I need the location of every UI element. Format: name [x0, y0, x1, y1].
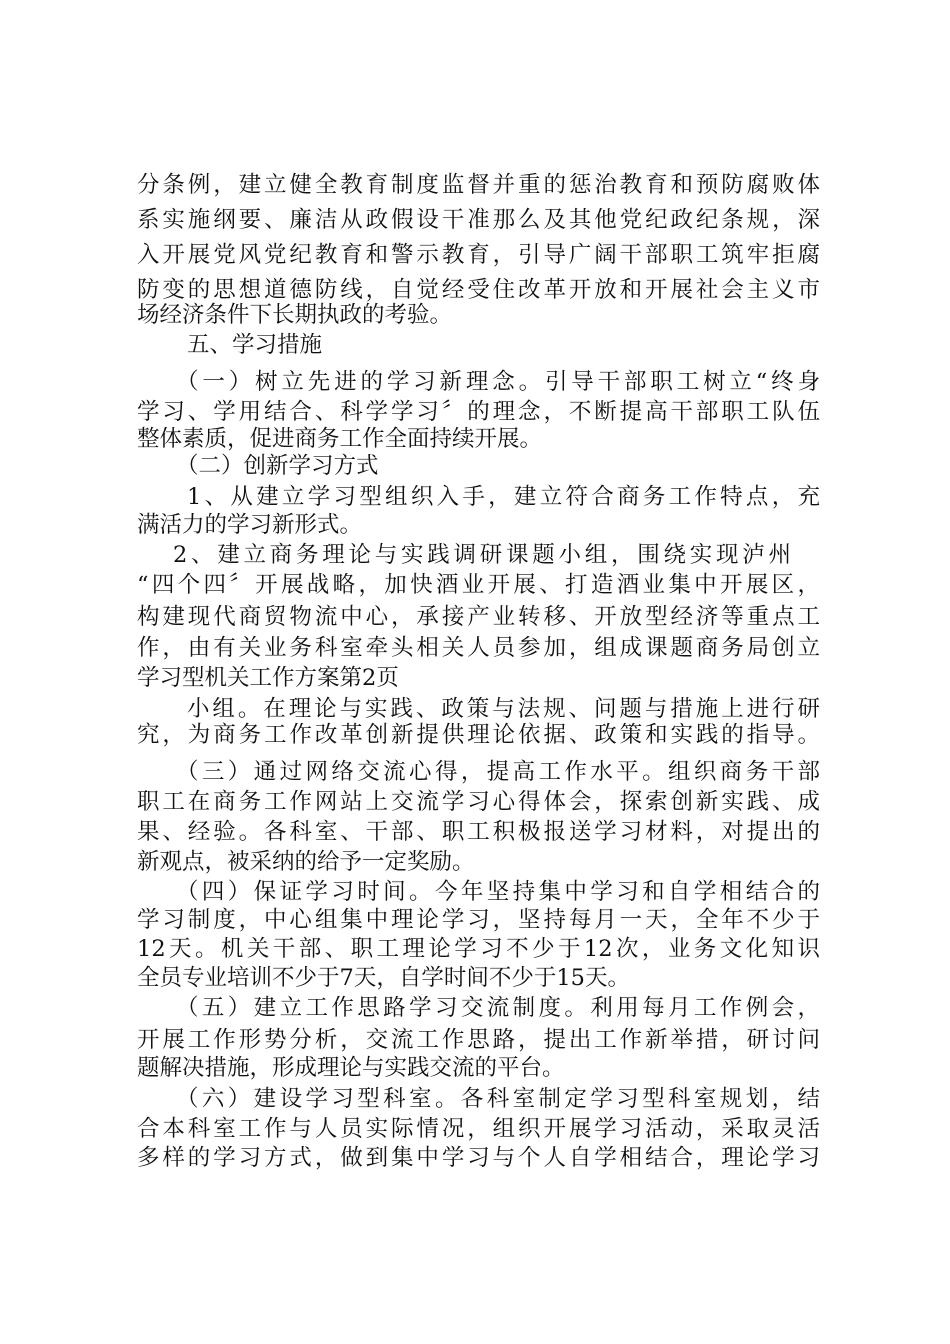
text-line: （三）通过网络交流心得，提高工作水平。组织商务干部: [176, 759, 820, 785]
text-line: 整体素质，促进商务工作全面持续开展。: [137, 426, 543, 452]
text-line: 入开展党风党纪教育和警示教育，引导广阔干部职工筑牢拒腐: [137, 242, 820, 268]
text-line: 合本科室工作与人员实际情况，组织开展学习活动，采取灵活: [137, 1116, 820, 1142]
text-line: 果、经验。各科室、干部、职工积极报送学习材料，对提出的: [137, 819, 820, 845]
text-line: 12天。机关干部、职工理论学习不少于12次，业务文化知识: [137, 936, 820, 962]
section-heading: 五、学习措施: [187, 332, 323, 358]
text-line: 多样的学习方式，做到集中学习与个人自学相结合，理论学习: [137, 1145, 820, 1171]
text-line: 新观点，被采纳的给予一定奖励。: [137, 849, 475, 875]
text-line: 满活力的学习新形式。: [137, 512, 363, 538]
text-line: 作，由有关业务科室牵头相关人员参加，组成课题商务局创立: [137, 635, 820, 661]
text-line: 防变的思想道德防线，自觉经受住改革开放和开展社会主义市: [137, 277, 820, 303]
text-line: 小组。在理论与实践、政策与法规、问题与措施上进行研: [187, 696, 820, 722]
text-line: 开展工作形势分析，交流工作思路，提出工作新举措，研讨问: [137, 1027, 820, 1053]
text-line: 题解决措施，形成理论与实践交流的平台。: [137, 1055, 565, 1081]
text-line: “四个四〞开展战略，加快酒业开展、打造酒业集中开展区，: [137, 572, 820, 598]
text-line: 全员专业培训不少于7天，自学时间不少于15天。: [137, 965, 630, 991]
text-line: 究，为商务工作改革创新提供理论依据、政策和实践的指导。: [137, 722, 820, 748]
text-line: 职工在商务工作网站上交流学习心得体会，探索创新实践、成: [137, 789, 820, 815]
text-line: 1、从建立学习型组织入手，建立符合商务工作特点，充: [187, 484, 820, 510]
text-line: 场经济条件下长期执政的考验。: [137, 302, 453, 328]
text-line: （五）建立工作思路学习交流制度。利用每月工作例会，: [176, 995, 820, 1021]
text-line: 系实施纲要、廉洁从政假设干准那么及其他党纪政纪条规，深: [137, 207, 820, 233]
text-line: 分条例，建立健全教育制度监督并重的惩治教育和预防腐败体: [137, 172, 820, 198]
text-line: 构建现代商贸物流中心，承接产业转移、开放型经济等重点工: [137, 604, 820, 630]
subsection-heading: （二）创新学习方式: [176, 453, 379, 479]
text-line: 学习型机关工作方案第2页: [137, 665, 399, 691]
text-line: 2、建立商务理论与实践调研课题小组，围绕实现泸州: [173, 542, 791, 568]
text-line: 学习制度，中心组集中理论学习，坚持每月一天，全年不少于: [137, 907, 820, 933]
text-line: （六）建设学习型科室。各科室制定学习型科室规划，结: [176, 1086, 820, 1112]
text-line: （一）树立先进的学习新理念。引导干部职工树立“终身: [176, 369, 820, 395]
text-line: 学习、学用结合、科学学习〞的理念，不断提高干部职工队伍: [137, 399, 820, 425]
text-line: （四）保证学习时间。今年坚持集中学习和自学相结合的: [176, 879, 820, 905]
